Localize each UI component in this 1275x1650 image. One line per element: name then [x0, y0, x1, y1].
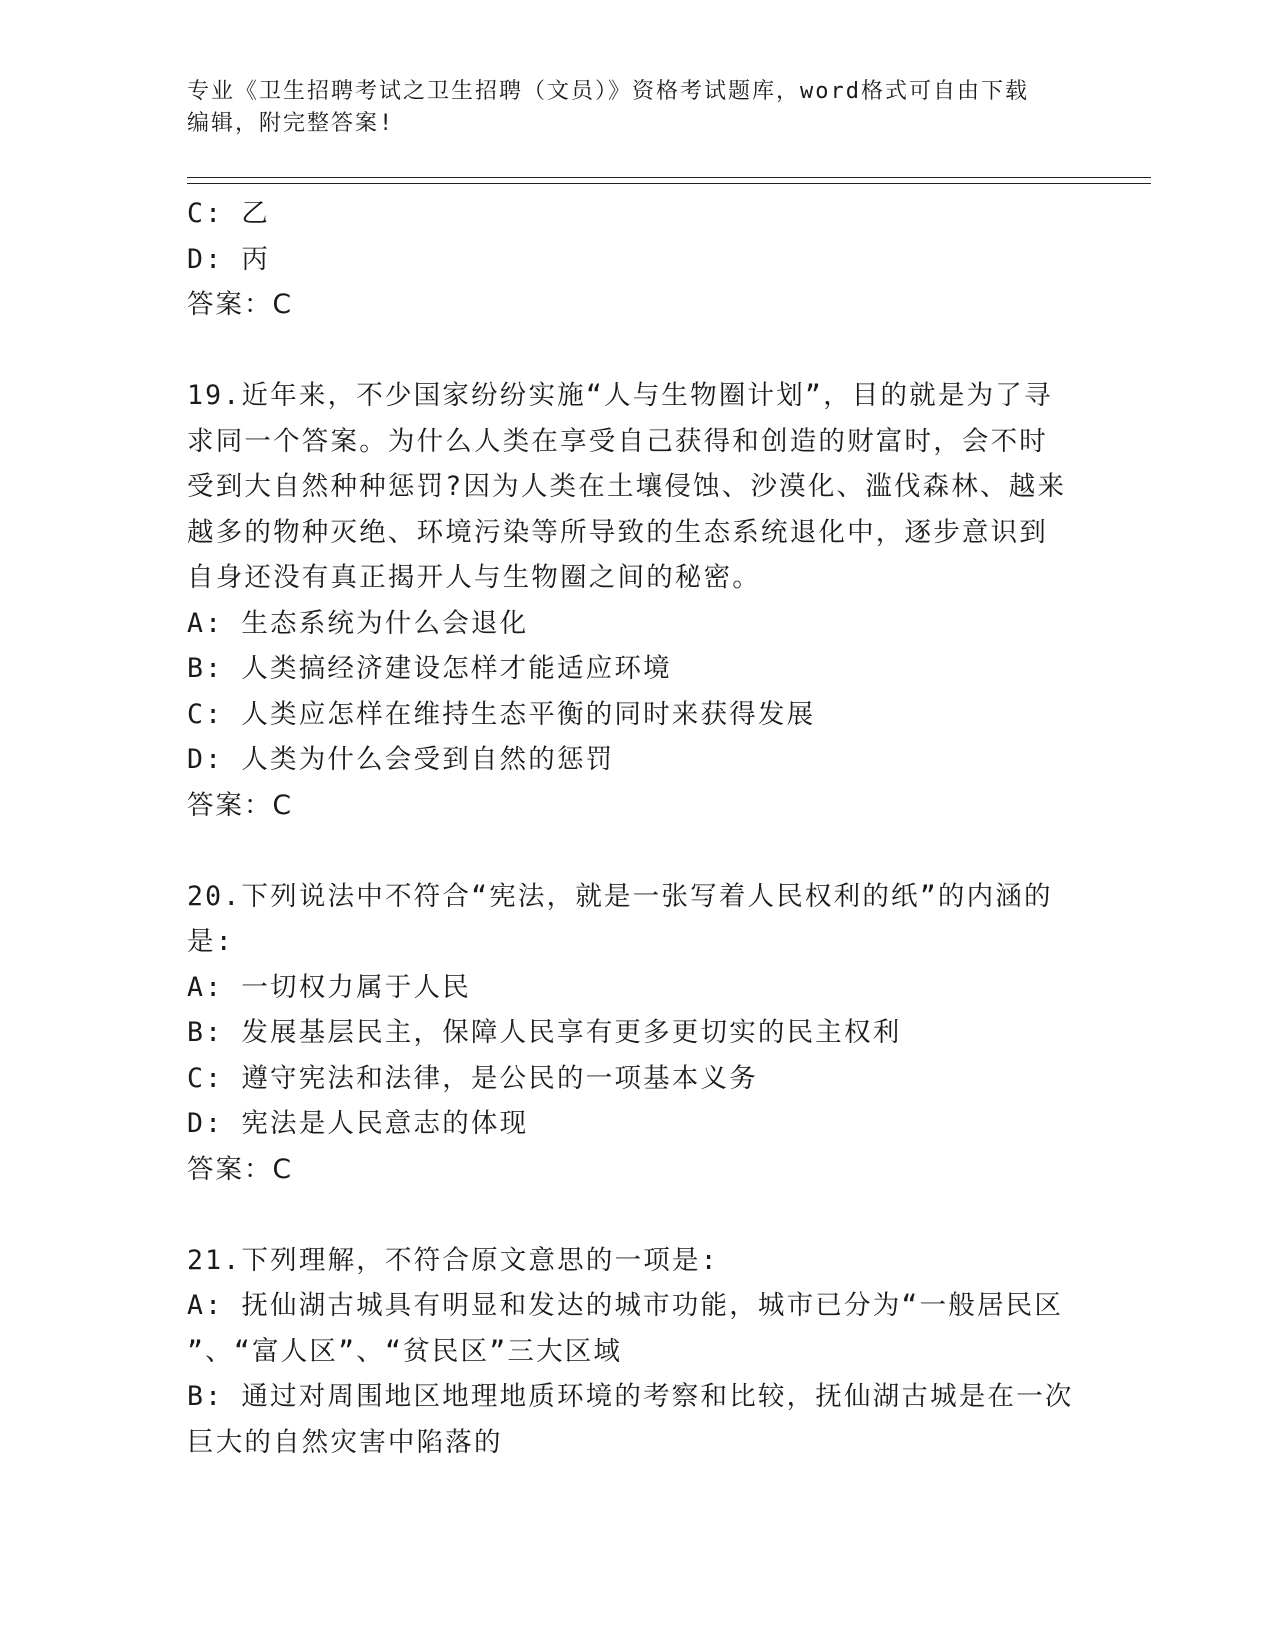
option-letter: D:: [187, 243, 224, 275]
option-text: 人类为什么会受到自然的惩罚: [241, 744, 615, 775]
option-letter: B:: [187, 653, 224, 684]
question-20: [187, 874, 1077, 1193]
option-text: 一切权力属于人民: [241, 971, 471, 1003]
option-letter: D:: [187, 1108, 224, 1139]
header-divider: [187, 177, 1151, 184]
question-text-line: 是:: [187, 926, 234, 957]
option-b: [187, 1374, 1077, 1420]
question-text-line: 越多的物种灭绝、环境污染等所导致的生态系统退化中，逐步意识到: [187, 516, 1048, 548]
option-d: [187, 1101, 1077, 1147]
question-text-line: 求同一个答案。为什么人类在享受自己获得和创造的财富时，会不时: [187, 425, 1048, 457]
option-letter: C:: [187, 198, 224, 229]
question-21: [187, 1238, 1077, 1466]
option-text: 发展基层民主，保障人民享有更多更切实的民主权利: [241, 1017, 902, 1048]
option-letter: B:: [187, 1017, 224, 1048]
answer-line: 答案：C: [187, 789, 294, 821]
option-letter: D:: [187, 744, 224, 775]
question-content: [187, 191, 1077, 1465]
option-letter: A:: [187, 1290, 224, 1321]
option-d: [187, 737, 1077, 783]
question-text-line: 自身还没有真正揭开人与生物圈之间的秘密。: [187, 562, 761, 593]
question-19: [187, 373, 1077, 828]
option-text: 人类应怎样在维持生态平衡的同时来获得发展: [241, 698, 816, 730]
option-a: [187, 965, 1077, 1011]
option-text: 抚仙湖古城具有明显和发达的城市功能，城市已分为“一般居民区: [241, 1290, 1064, 1321]
page-header: [187, 76, 1067, 140]
option-text: 宪法是人民意志的体现: [241, 1108, 529, 1139]
header-line-1: 专业《卫生招聘考试之卫生招聘（文员）》资格考试题库，word格式可自由下载: [187, 79, 1029, 104]
option-text: 人类搞经济建设怎样才能适应环境: [241, 653, 672, 684]
question-text-line: 受到大自然种种惩罚?因为人类在土壤侵蚀、沙漠化、滥伐森林、越来: [187, 471, 1067, 502]
option-a: [187, 1283, 1077, 1329]
option-text: 丙: [241, 243, 271, 275]
option-c: [187, 692, 1077, 738]
question-text-line: 20.下列说法中不符合“宪法，就是一张写着人民权利的纸”的内涵的: [187, 880, 1053, 912]
option-letter: C:: [187, 698, 224, 730]
option-letter: C:: [187, 1062, 224, 1094]
option-d: [187, 237, 1077, 283]
option-text: 乙: [241, 198, 271, 229]
option-letter: A:: [187, 607, 224, 639]
option-a: [187, 601, 1077, 647]
option-text-continued: 巨大的自然灾害中陷落的: [187, 1426, 503, 1458]
option-text: 通过对周围地区地理地质环境的考察和比较，抚仙湖古城是在一次: [241, 1381, 1074, 1412]
answer-line: 答案：C: [187, 1153, 294, 1185]
answer-line: 答案：C: [187, 289, 294, 320]
option-text: 遵守宪法和法律，是公民的一项基本义务: [241, 1062, 758, 1094]
option-b: [187, 646, 1077, 692]
question-text-line: 19.近年来，不少国家纷纷实施“人与生物圈计划”，目的就是为了寻: [187, 380, 1053, 411]
option-c: [187, 191, 1077, 237]
option-letter: B:: [187, 1381, 224, 1412]
option-text-continued: ”、“富人区”、“贫民区”三大区域: [187, 1335, 623, 1367]
question-18: [187, 191, 1077, 328]
option-c: [187, 1056, 1077, 1102]
header-line-2: 编辑，附完整答案!: [187, 111, 395, 136]
option-letter: A:: [187, 971, 224, 1003]
question-text-line: 21.下列理解，不符合原文意思的一项是:: [187, 1244, 719, 1276]
option-b: [187, 1010, 1077, 1056]
option-text: 生态系统为什么会退化: [241, 607, 529, 639]
